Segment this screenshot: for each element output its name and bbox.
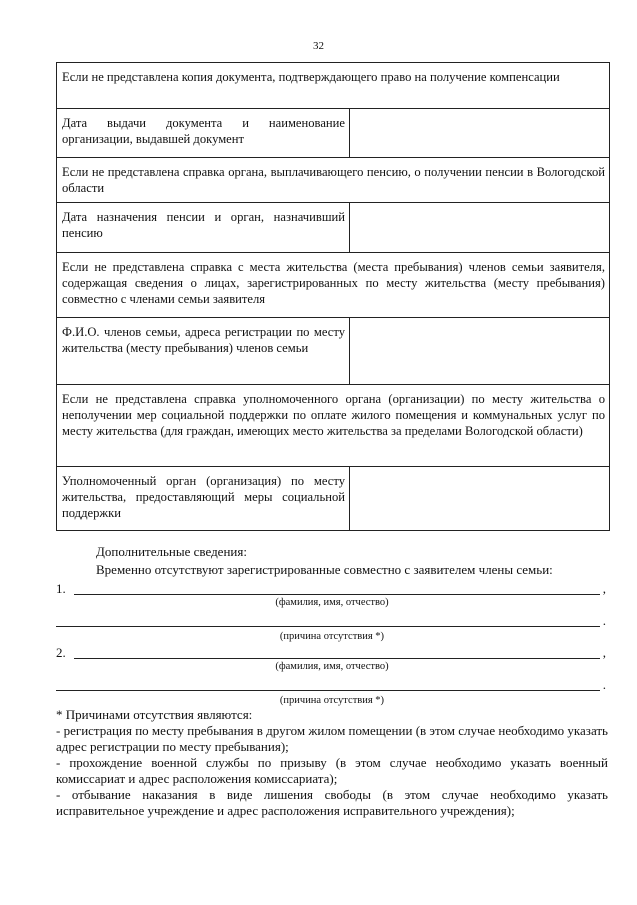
entry-number: 1.: [56, 581, 66, 596]
table-row: [57, 109, 610, 158]
fill-line: [74, 594, 600, 595]
table-cell-full: Если не представлена справка уполномоченного органа (организации) по месту жительства о неполучении мер социальной поддержки по оплате жилого помещения и коммунальных услуг по месту жительства (для граждан, имеющих место жительства за пределами Вологодской области): [57, 385, 610, 467]
fill-line: [74, 658, 600, 659]
table-cell-input[interactable]: [350, 109, 610, 158]
reasons-title: * Причинами отсутствия являются:: [56, 707, 253, 722]
table-row: [57, 63, 610, 109]
table-row: [57, 385, 610, 467]
table-row: [57, 203, 610, 253]
additional-heading: Дополнительные сведения:: [96, 544, 247, 559]
additional-info-section: [56, 544, 608, 819]
table-cell-input[interactable]: [350, 203, 610, 253]
table-cell-label: Уполномоченный орган (организация) по месту жительства, предоставляющий меры социальной поддержки: [57, 467, 350, 531]
fill-line: [56, 626, 600, 627]
page-number: 32: [313, 40, 324, 52]
reason-item: - отбывание наказания в виде лишения свободы (в этом случае необходимо указать исправительное учреждение и адрес расположения исправительного учреждения);: [56, 787, 608, 818]
caption-name: (фамилия, имя, отчество): [275, 597, 389, 608]
fill-line: [56, 690, 600, 691]
table-cell-input[interactable]: [350, 467, 610, 531]
requirements-table: [56, 62, 610, 531]
member-1-name-field[interactable]: 1. ,: [56, 581, 606, 596]
table-row: [57, 318, 610, 385]
reason-item: - регистрация по месту пребывания в другом жилом помещении (в этом случае необходимо указать адрес регистрации по месту пребывания);: [56, 723, 608, 754]
table-row: [57, 467, 610, 531]
additional-intro: Временно отсутствуют зарегистрированные совместно с заявителем члены семьи:: [96, 562, 553, 577]
table-row: [57, 158, 610, 203]
table-cell-full: Если не представлена копия документа, подтверждающего право на получение компенсации: [57, 63, 610, 109]
table-cell-input[interactable]: [350, 318, 610, 385]
table-cell-label: Дата выдачи документа и наименование организации, выдавшей документ: [57, 109, 350, 158]
table-cell-full: Если не представлена справка с места жительства (места пребывания) членов семьи заявителя, содержащая сведения о лицах, зарегистрированных по месту жительства (месту пребывания) совместно с членами семьи заявителя: [57, 253, 610, 318]
entry-number: 2.: [56, 645, 66, 660]
member-1-reason-field[interactable]: .: [56, 613, 608, 628]
table-cell-label: Дата назначения пенсии и орган, назначивший пенсию: [57, 203, 350, 253]
member-2-reason-field[interactable]: .: [56, 677, 608, 692]
reason-item: - прохождение военной службы по призыву (в этом случае необходимо указать военный комиссариат и адрес расположения комиссариата);: [56, 755, 608, 786]
caption-reason: (причина отсутствия *): [279, 695, 385, 706]
table-row: [57, 253, 610, 318]
caption-reason: (причина отсутствия *): [279, 631, 385, 642]
member-2-name-field[interactable]: 2. ,: [56, 645, 606, 660]
table-cell-full: Если не представлена справка органа, выплачивающего пенсию, о получении пенсии в Вологодской области: [57, 158, 610, 203]
table-cell-label: Ф.И.О. членов семьи, адреса регистрации по месту жительства (месту пребывания) членов семьи: [57, 318, 350, 385]
caption-name: (фамилия, имя, отчество): [275, 661, 389, 672]
